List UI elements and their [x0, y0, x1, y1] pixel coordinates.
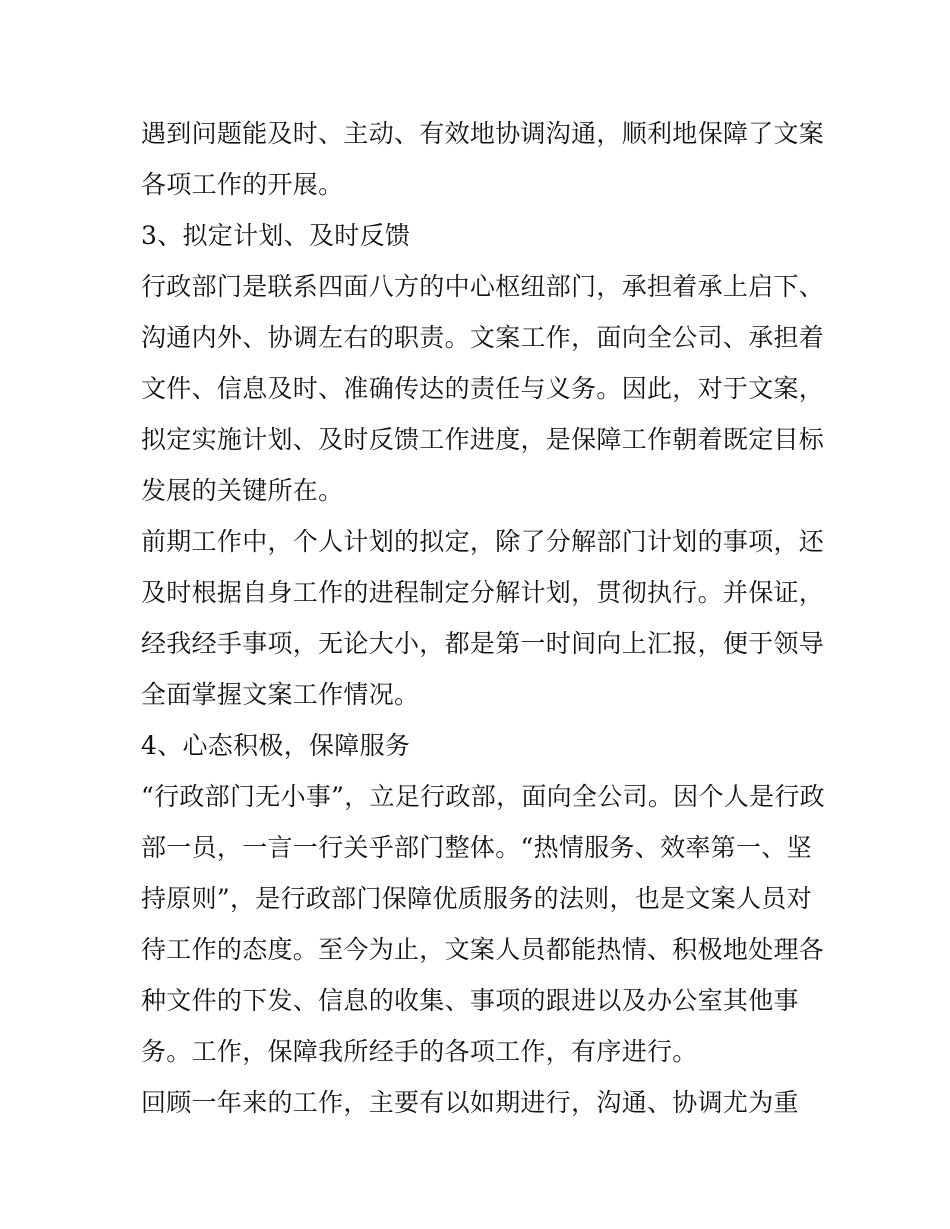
text-line: 部一员，一言一行关乎部门整体。“热情服务、效率第一、坚: [141, 833, 812, 862]
text-line: 遇到问题能及时、主动、有效地协调沟通，顺利地保障了文案: [141, 119, 825, 148]
document-body: [141, 108, 825, 1128]
text-line: 种文件的下发、信息的收集、事项的跟进以及办公室其他事: [141, 986, 799, 1015]
text-line: 全面掌握文案工作情况。: [141, 680, 420, 709]
text-line: 行政部门是联系四面八方的中心枢纽部门，承担着承上启下、: [141, 272, 825, 301]
text-line: 拟定实施计划、及时反馈工作进度，是保障工作朝着既定目标: [141, 425, 825, 454]
text-line: 持原则”，是行政部门保障优质服务的法则，也是文案人员对: [141, 884, 812, 913]
text-line: 沟通内外、协调左右的职责。文案工作，面向全公司、承担着: [141, 323, 825, 352]
section-heading: 3、拟定计划、及时反馈: [141, 221, 411, 250]
text-line: 前期工作中，个人计划的拟定，除了分解部门计划的事项，还: [141, 527, 825, 556]
text-line: 文件、信息及时、准确传达的责任与义务。因此，对于文案，: [141, 374, 825, 403]
text-line: 务。工作，保障我所经手的各项工作，有序进行。: [141, 1037, 698, 1066]
text-line: 各项工作的开展。: [141, 170, 344, 199]
text-line: “行政部门无小事”，立足行政部，面向全公司。因个人是行政: [141, 782, 825, 811]
text-line: 发展的关键所在。: [141, 476, 344, 505]
text-line: 及时根据自身工作的进程制定分解计划，贯彻执行。并保证，: [141, 578, 825, 607]
text-line: 回顾一年来的工作，主要有以如期进行，沟通、协调尤为重: [141, 1088, 799, 1117]
text-line: 经我经手事项，无论大小，都是第一时间向上汇报，便于领导: [141, 629, 825, 658]
text-line: 待工作的态度。至今为止，文案人员都能热情、积极地处理各: [141, 935, 825, 964]
section-heading: 4、心态积极，保障服务: [141, 731, 411, 760]
